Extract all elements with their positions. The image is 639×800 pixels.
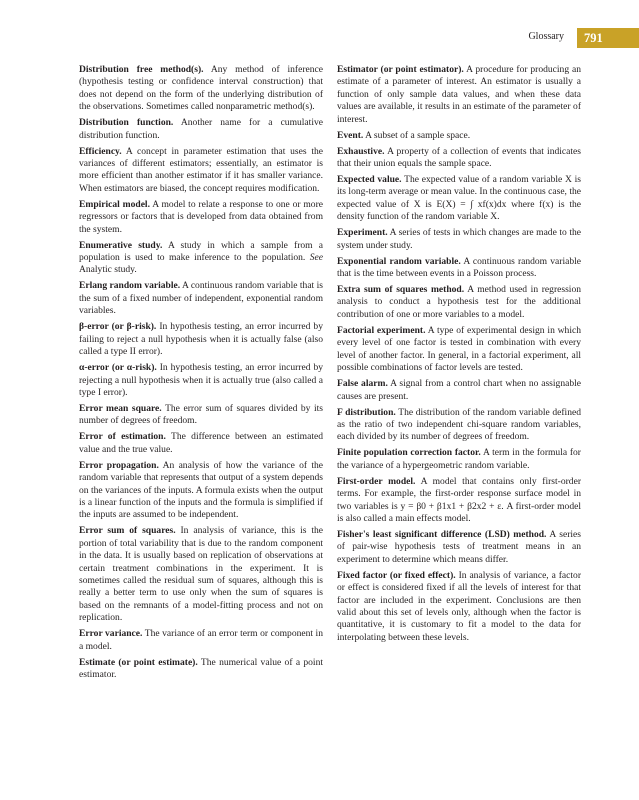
- glossary-definition: The variance of an error term or component in a model.: [79, 628, 323, 652]
- glossary-definition: A term in the formula for the variance of a hypergeometric random variable.: [337, 447, 581, 471]
- glossary-definition: A subset of a sample space.: [365, 129, 471, 141]
- glossary-term: Error sum of squares.: [79, 525, 176, 537]
- glossary-entry: [337, 529, 581, 566]
- section-title: Glossary: [528, 31, 564, 42]
- glossary-definition: Another name for a cumulative distribution function.: [79, 117, 323, 141]
- glossary-entry: [337, 146, 581, 171]
- glossary-entry: [337, 378, 581, 403]
- glossary-definition: In hypothesis testing, an error incurred by failing to reject a null hypothesis when it is actually false (also called a type II error).: [79, 321, 323, 358]
- glossary-entry: [79, 199, 323, 236]
- glossary-definition: A model that contains only first-order terms. For example, the first-order response surface model in two variables is y = β0 + β1x1 + β2x2 + ε. A first-order model is also called a main effects model.: [337, 475, 581, 524]
- see-label: See: [309, 252, 324, 264]
- glossary-definition: Any method of inference (hypothesis testing or confidence interval construction) that does not depend on the form of the underlying distribution of the observations. Sometimes called nonparametric method(s).: [79, 64, 323, 113]
- glossary-entry: [79, 280, 323, 317]
- glossary-term: Estimate (or point estimate).: [79, 656, 198, 668]
- glossary-term: Distribution free method(s).: [79, 64, 204, 75]
- glossary-term: α-error (or α-risk).: [79, 362, 157, 374]
- right-column: [337, 64, 581, 648]
- glossary-entry: [79, 525, 323, 624]
- glossary-entry: [337, 570, 581, 644]
- running-head: [0, 28, 639, 48]
- glossary-entry: [337, 325, 581, 375]
- glossary-entry: [79, 628, 323, 653]
- glossary-term: Fixed factor (or fixed effect).: [337, 569, 456, 581]
- glossary-entry: [79, 321, 323, 358]
- left-column: [79, 64, 323, 685]
- glossary-term: Fisher's least significant difference (LSD) method.: [337, 528, 547, 540]
- glossary-term: Efficiency.: [79, 145, 122, 157]
- glossary-entry: [337, 284, 581, 321]
- glossary-entry: [337, 64, 581, 126]
- glossary-term: Erlang random variable.: [79, 280, 181, 292]
- glossary-definition: The distribution of the random variable defined as the ratio of two independent chi-square random variables, each divided by its number of degrees of freedom.: [337, 406, 581, 443]
- glossary-term: Error mean square.: [79, 402, 162, 414]
- glossary-definition: The error sum of squares divided by its number of degrees of freedom.: [79, 402, 324, 427]
- glossary-entry: [79, 362, 323, 399]
- glossary-term: Exponential random variable.: [337, 255, 461, 267]
- glossary-term: Exhaustive.: [337, 145, 385, 157]
- glossary-definition: The difference between an estimated value and the true value.: [79, 431, 324, 455]
- glossary-term: Enumerative study.: [79, 239, 163, 251]
- glossary-term: Finite population correction factor.: [337, 447, 481, 459]
- glossary-definition: A continuous random variable that is the time between events in a Poisson process.: [337, 255, 581, 280]
- glossary-definition: A concept in parameter estimation that uses the variances of different estimators; essentially, an estimator is more efficient than another estimator if it has smaller variance. When estimators are biased, the concept requires modification.: [79, 145, 323, 194]
- glossary-term: Estimator (or point estimator).: [337, 64, 464, 75]
- glossary-term: Error variance.: [79, 628, 143, 640]
- glossary-entry: [337, 476, 581, 526]
- glossary-definition: In analysis of variance, this is the portion of total variability that is due to the random component in the data. It is usually based on replication of observations at certain treatment combinations in the experiment. It is sometimes called the residual sum of squares, although this is really a better term to use only when the sum of squares is based on the remnants of a model-fitting process and not on replication.: [79, 525, 323, 624]
- glossary-entry: [337, 130, 581, 142]
- glossary-entry: [337, 256, 581, 281]
- glossary-definition: A model to relate a response to one or more regressors or factors that is developed from data obtained from the system.: [79, 198, 323, 235]
- glossary-entry: [79, 403, 323, 428]
- glossary-entry: [79, 64, 323, 114]
- glossary-term: Empirical model.: [79, 198, 150, 210]
- glossary-term: False alarm.: [337, 378, 388, 390]
- glossary-definition: In hypothesis testing, an error incurred by rejecting a null hypothesis when it is actually true (also called a type I error).: [79, 362, 323, 398]
- glossary-entry: [337, 227, 581, 252]
- glossary-definition: A series of tests in which changes are made to the system under study.: [337, 227, 581, 251]
- glossary-entry: [337, 174, 581, 224]
- cross-reference: Analytic study.: [79, 264, 137, 276]
- glossary-term: β-error (or β-risk).: [79, 321, 157, 333]
- glossary-entry: [79, 460, 323, 522]
- glossary-entry: [337, 407, 581, 444]
- glossary-term: Error of estimation.: [79, 431, 166, 443]
- glossary-definition: A method used in regression analysis to conduct a hypothesis test for the additional contribution of one or more variables to a model.: [337, 284, 581, 320]
- glossary-definition: The expected value of a random variable X is its long-term average or mean value. In the continuous case, the expected value of X is E(X) = ∫ xf(x)dx where f(x) is the density function of the random variable X.: [337, 174, 582, 223]
- glossary-definition: A signal from a control chart when no assignable causes are present.: [337, 378, 581, 402]
- glossary-entry: [337, 447, 581, 472]
- page-number: 791: [577, 28, 639, 48]
- glossary-term: Extra sum of squares method.: [337, 284, 465, 296]
- glossary-term: Error propagation.: [79, 459, 159, 471]
- glossary-entry: [79, 240, 323, 277]
- glossary-definition: A type of experimental design in which every level of one factor is tested in combination with every level of another factor. In general, in a factorial experiment, all possible combinations of factor levels are tested.: [337, 324, 581, 374]
- glossary-term: Distribution function.: [79, 117, 174, 129]
- glossary-entry: [79, 117, 323, 142]
- glossary-definition: A continuous random variable that is the sum of a fixed number of independent, exponential random variables.: [79, 280, 323, 317]
- glossary-definition: A study in which a sample from a population is used to make inference to the population.: [79, 239, 323, 264]
- glossary-term: Event.: [337, 129, 364, 141]
- glossary-term: F distribution.: [337, 406, 396, 418]
- glossary-term: Expected value.: [337, 174, 402, 186]
- glossary-entry: [79, 657, 323, 682]
- glossary-entry: [79, 146, 323, 196]
- glossary-definition: In analysis of variance, a factor or effect is considered fixed if all the levels of interest for that factor are included in the experiment. Conclusions are then valid about this set of levels only, although when the factor is quantitative, it is customary to fit a model to the data for interpolating between these levels.: [337, 569, 582, 643]
- glossary-definition: The numerical value of a point estimator.: [79, 656, 324, 680]
- glossary-definition: A property of a collection of events that indicates that their union equals the sample space.: [337, 145, 581, 170]
- glossary-entry: [79, 431, 323, 456]
- glossary-term: Experiment.: [337, 227, 388, 239]
- glossary-definition: An analysis of how the variance of the random variable that represents that output of a system depends on the variances of the inputs. A formula exists when the output is a linear function of the inputs and the formula is simplified if the inputs are assumed to be independent.: [79, 459, 323, 521]
- glossary-term: First-order model.: [337, 475, 416, 487]
- glossary-definition: A series of pair-wise hypothesis tests of treatment means in an experiment to determine which means differ.: [337, 528, 581, 565]
- glossary-term: Factorial experiment.: [337, 324, 426, 336]
- glossary-definition: A procedure for producing an estimate of a parameter of interest. An estimator is usually a function of only sample data values, and when these data values are available, it results in an estimate of the parameter of interest.: [337, 64, 581, 125]
